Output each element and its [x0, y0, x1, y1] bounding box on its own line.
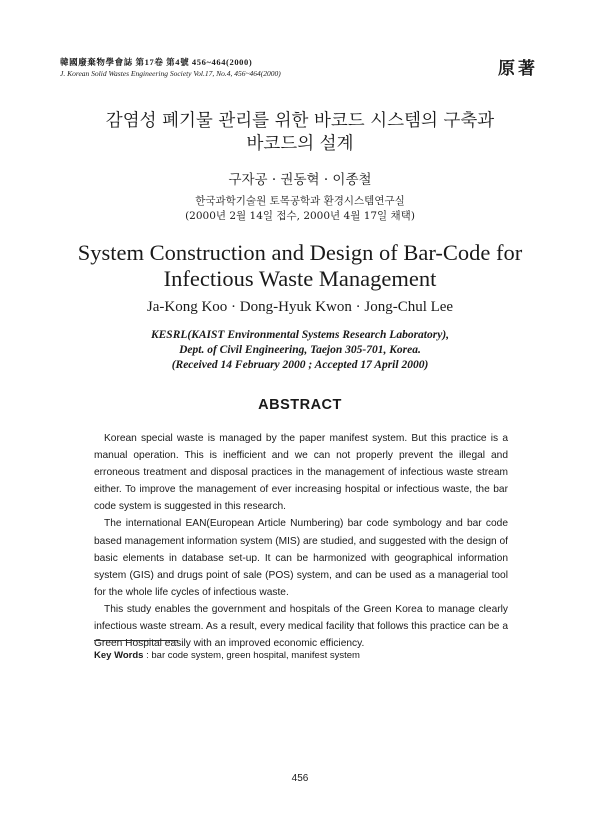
- korean-authors: 구자공 · 권동혁 · 이종철: [228, 172, 372, 188]
- english-affiliation-line1: KESRL(KAIST Environmental Systems Research Laboratory),: [150, 329, 450, 341]
- english-title: [40, 240, 560, 292]
- korean-title-line1: 감염성 폐기물 관리를 위한 바코드 시스템의 구축과: [105, 111, 495, 131]
- english-dates: (Received 14 February 2000 ; Accepted 17 April 2000): [171, 359, 429, 371]
- english-title-line2: Infectious Waste Management: [163, 266, 437, 291]
- abstract-paragraph: This study enables the government and hospitals of the Green Korea to manage clearly infectious waste stream. As a result, every medical facility that follows this practice can be a Green Hospital easily with an improved economic efficiency.: [94, 603, 508, 650]
- korean-dates: (2000년 2월 14일 접수, 2000년 4월 17일 채택): [185, 210, 415, 222]
- page-number: 456: [291, 773, 309, 784]
- abstract-body: [94, 430, 508, 652]
- korean-title-line2: 바코드의 설계: [246, 134, 354, 154]
- abstract-paragraph: The international EAN(European Article Numbering) bar code symbology and bar code based management information system (MIS) are studied, and suggested with the design of basic elements in database set-up. It can be harmonized with geographical information system (GIS) and drugs point of sale (POS) system, and can be used as a managerial tool for the whole life cycles of infectious waste.: [94, 518, 508, 598]
- korean-affiliation: 한국과학기술원 토목공학과 환경시스템연구실: [195, 195, 405, 207]
- english-authors: Ja-Kong Koo · Dong-Hyuk Kwon · Jong-Chul Lee: [146, 299, 454, 315]
- english-affiliation-line2: Dept. of Civil Engineering, Taejon 305-701, Korea.: [179, 344, 421, 356]
- journal-header: [60, 56, 360, 80]
- keywords-text: : bar code system, green hospital, manifest system: [143, 650, 360, 661]
- journal-citation-korean: 韓國廢棄物學會誌 第17卷 第4號 456~464(2000): [60, 57, 253, 67]
- keywords-line: [94, 650, 360, 661]
- keywords-label: Key Words: [94, 650, 144, 661]
- korean-title: [40, 110, 560, 156]
- abstract-paragraph: Korean special waste is managed by the paper manifest system. But this practice is a manual operation. This is inefficient and we can not properly prevent the illegal and erroneous treatment and disposal practices in the management of infectious waste stream either. To improve the management of ever increasing hospital or infectious waste, the bar code system is suggested in this research.: [94, 433, 508, 513]
- journal-citation-english: J. Korean Solid Wastes Engineering Society Vol.17, No.4, 456~464(2000): [60, 69, 281, 78]
- abstract-heading: ABSTRACT: [258, 397, 342, 413]
- english-title-line1: System Construction and Design of Bar-Code for: [77, 240, 523, 265]
- paper-type-label: 原著: [498, 59, 538, 79]
- english-affiliation-block: [0, 328, 600, 373]
- korean-affiliation-block: [0, 194, 600, 224]
- footnote-divider: [94, 640, 178, 641]
